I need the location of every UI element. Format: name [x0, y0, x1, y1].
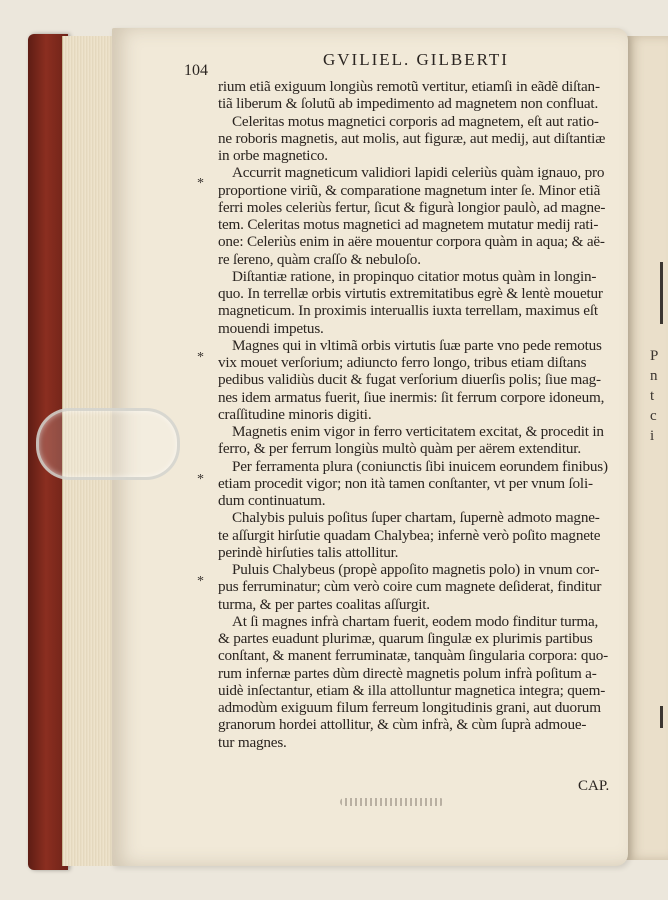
- marginal-asterisk: *: [197, 176, 204, 191]
- facing-page-fragment: c: [650, 408, 657, 424]
- text-line: vix mouet verſorium; adiuncto ferro longo, tribus etiam diſtans: [218, 354, 587, 371]
- marginal-asterisk: *: [197, 574, 204, 589]
- text-line: ferro, & per ferrum longiùs multò quàm per aërem extenditur.: [218, 440, 581, 458]
- text-line: rum infernæ partes dùm directè magnetis polum infrà poſitum a-: [218, 664, 597, 682]
- text-line: Per ferramenta plura (coniunctis ſibi inuicem eorundem finibus): [232, 457, 608, 475]
- text-line: granorum hordei attollitur, & cùm infrà, & cùm ſuprà admoue-: [218, 716, 587, 734]
- text-line: conſtant, & manent ferruminatæ, tanquàm ſingularia corpora: quo-: [218, 647, 608, 665]
- running-head: GVILIEL. GILBERTI: [323, 50, 509, 69]
- text-line: craſſitudine minoris digiti.: [218, 405, 372, 423]
- body-text: [218, 78, 614, 751]
- marginal-asterisk: *: [197, 350, 204, 365]
- facing-page-rule: [660, 706, 663, 728]
- page-number: 104: [184, 62, 208, 79]
- text-line: ferri moles celeriùs fertur, ſicut & figurà longior paulò, ad magne-: [218, 198, 606, 216]
- facing-page-rule: [660, 262, 663, 324]
- text-line: perindè hirſuties talis attollitur.: [218, 543, 399, 561]
- text-line: Accurrit magneticum validiori lapidi celeriùs quàm ignauo, pro: [232, 164, 605, 182]
- text-line: magneticum. In proximis interuallis iuxta terrellam, maximus eſt: [218, 302, 598, 320]
- text-line: tiã liberum & ſolutũ ab impedimento ad magnetem non confluat.: [218, 95, 599, 113]
- text-line: pus ferruminatur; cùm verò coire cum magnete deſiderat, finditur: [218, 578, 602, 596]
- text-line: & partes euadunt plurimæ, quarum ſingulæ ex plurimis partibus: [218, 630, 593, 647]
- text-line: Diſtantiæ ratione, in propinquo citatior motus quàm in longin-: [232, 267, 597, 285]
- text-line: At ſi magnes infrà chartam fuerit, eodem modo finditur turma,: [232, 612, 599, 630]
- text-line: uidè inſectantur, etiam & illa attolluntur magnetica integra; quem-: [218, 681, 606, 699]
- text-line: Puluis Chalybeus (propè appoſito magnetis polo) in vnum cor-: [232, 561, 600, 578]
- text-line: tur magnes.: [218, 733, 287, 751]
- text-line: Magnes qui in vltimã orbis virtutis ſuæ parte vno pede remotus: [232, 336, 602, 354]
- text-line: admodùm exiguum filum ferreum longitudinis grani, aut duorum: [218, 699, 601, 716]
- text-line: nes idem armatus fuerit, ſiue inermis: ſit ferrum corpore idoneum,: [218, 388, 605, 406]
- text-line: in orbe magnetico.: [218, 147, 328, 164]
- facing-page-fragment: n: [650, 368, 658, 384]
- catchword: CAP.: [578, 778, 610, 794]
- text-line: ne roboris magnetis, aut molis, aut figuræ, aut medij, aut diſtantiæ: [218, 129, 606, 147]
- text-line: quo. In terrellæ orbis virtutis extremitatibus egrè & lentè mouetur: [218, 285, 603, 302]
- facing-page-fragment: t: [650, 388, 655, 404]
- text-line: tem. Celeritas motus magnetici ad magnetem mutatur medij rati-: [218, 216, 599, 233]
- facing-page-fragment: i: [650, 428, 655, 444]
- text-line: Chalybis puluis poſitus ſuper chartam, ſupernè admoto magne-: [232, 509, 600, 527]
- text-line: mouendi impetus.: [218, 319, 324, 337]
- text-line: te aſſurgit hirſutie quadam Chalybea; infernè verò poſito magnete: [218, 526, 601, 544]
- text-line: turma, & per partes coalitas aſſurgit.: [218, 595, 430, 613]
- text-line: one: Celeriùs enim in aëre mouentur corpora quàm in aqua; & aë-: [218, 233, 605, 251]
- text-line: Magnetis enim vigor in ferro verticitatem excitat, & procedit in: [232, 423, 604, 440]
- text-line: proportione viriũ, & comparatione magnetum inter ſe. Minor etiã: [218, 181, 601, 199]
- text-line: etiam procedit vigor; non ità tamen conſtanter, vt per vnum ſoli-: [218, 474, 593, 492]
- facing-page: [626, 36, 668, 860]
- facing-page-fragment: P: [650, 348, 659, 364]
- text-line: re ſereno, quàm craſſo & nebuloſo.: [218, 250, 421, 268]
- text-line: rium etiã exiguum longiùs remotũ vertitur, etiamſi in eãdẽ diſtan-: [218, 78, 600, 95]
- marginal-asterisk: *: [197, 472, 204, 487]
- text-line: dum continuatum.: [218, 492, 326, 509]
- page-clip: [36, 408, 180, 480]
- text-line: Celeritas motus magnetici corporis ad magnetem, eſt aut ratio-: [232, 112, 599, 130]
- ink-smudge: [340, 798, 444, 806]
- text-line: pedibus validiùs ducit & fugat verſorium diuerſis polis; ſiue mag-: [218, 371, 601, 389]
